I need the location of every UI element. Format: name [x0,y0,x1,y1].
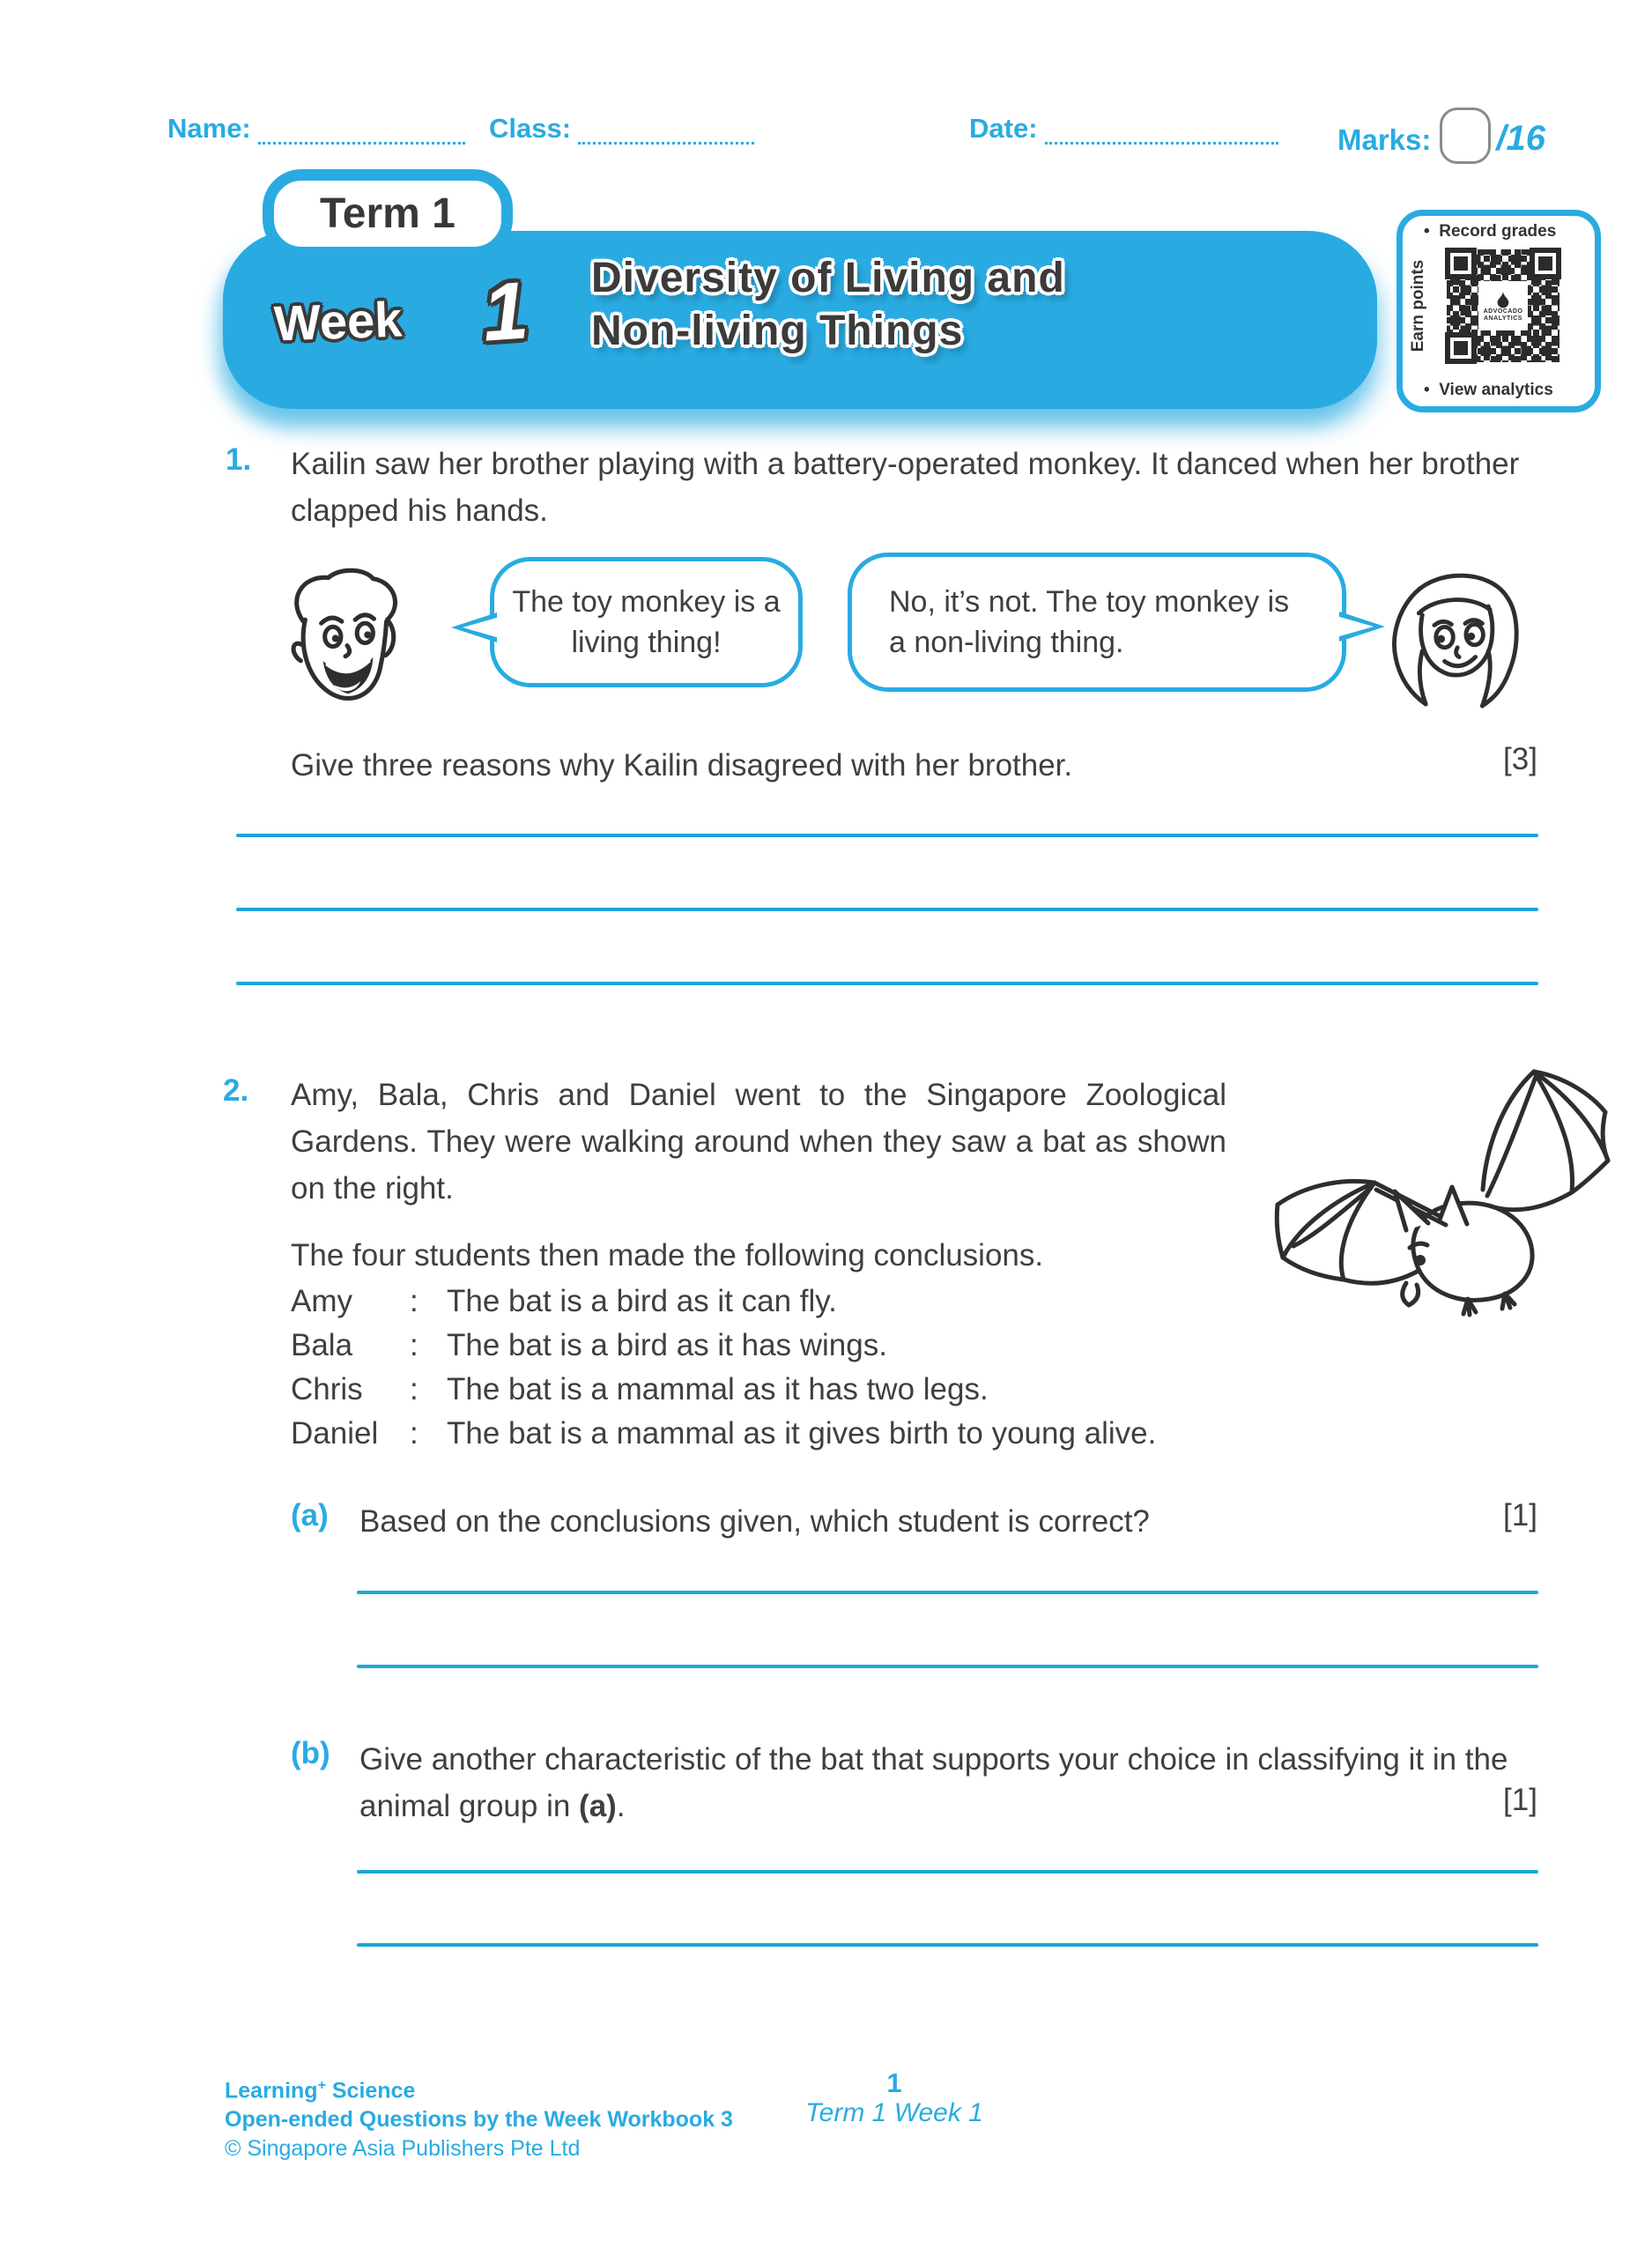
q2b-text-part1: Give another characteristic of the bat that supports your choice in classifying it in the animal group in [359,1742,1508,1823]
q2-conclusions-list [291,1280,1454,1456]
answer-line [236,908,1538,911]
footer-publisher-block [225,2071,733,2163]
colon: : [410,1328,419,1362]
student-name: Chris [291,1372,363,1406]
name-write-line [258,119,465,145]
chapter-title [591,252,1065,358]
marks-total: /16 [1496,119,1545,158]
answer-line [236,834,1538,837]
week-number: 1 [479,265,531,359]
girl-face-illustration [1366,562,1529,719]
footer-series: Learning+ Science [225,2078,416,2104]
term-label: Term 1 [320,190,456,237]
q2b-text-part2: . [616,1789,626,1823]
student-name: Bala [291,1328,353,1362]
qr-center-logo [1478,281,1528,330]
speech-bubble-boy [490,557,803,687]
q1-prompt: Give three reasons why Kailin disagreed with her brother. [291,748,1073,783]
qr-earn-points-label: Earn points [1409,259,1427,352]
q2-intro: The four students then made the following conclusions. [291,1238,1044,1273]
qr-logo-caption: ADVOCADO ANALYTICS [1483,308,1523,322]
droplet-icon [1496,289,1510,308]
conclusion-text: The bat is a mammal as it gives birth to young alive. [447,1416,1157,1451]
date-label: Date: [969,113,1038,144]
q1-marks: [3] [1503,742,1537,776]
q1-text: Kailin saw her brother playing with a battery-operated monkey. It danced when her brother clapped his hands. [291,447,1520,528]
colon: : [410,1372,419,1406]
answer-line [236,982,1538,985]
qr-view-analytics-label: • View analytics [1424,381,1553,399]
speech-bubble-boy-text: The toy monkey is a living thing! [512,585,781,659]
q2a-marks: [1] [1503,1498,1537,1532]
speech-bubble-girl [848,553,1346,692]
student-name: Amy [291,1284,352,1318]
marks-label: Marks: [1337,123,1432,156]
class-field [489,113,754,145]
q1-number: 1. [226,442,252,477]
q2-text: Amy, Bala, Chris and Daniel went to the Singapore Zoological Gardens. They were walking around when they saw a bat as shown on the right. [291,1078,1226,1206]
answer-line [357,1665,1538,1668]
class-write-line [578,119,754,145]
qr-finder-icon [1530,248,1561,279]
q2b-marks: [1] [1503,1783,1537,1817]
chapter-title-line2: Non-living Things [591,308,964,354]
qr-record-grades-label: • Record grades [1424,222,1557,241]
class-label: Class: [489,113,572,144]
q2a-label: (a) [291,1498,329,1532]
date-write-line [1045,119,1278,145]
qr-panel [1396,210,1601,412]
answer-line [357,1943,1538,1947]
footer-copyright: © Singapore Asia Publishers Pte Ltd [225,2136,581,2162]
conclusion-text: The bat is a mammal as it has two legs. [447,1372,989,1406]
qr-finder-icon [1445,248,1477,279]
term-badge [263,169,513,258]
conclusion-text: The bat is a bird as it can fly. [447,1284,837,1318]
q2b-label: (b) [291,1736,330,1770]
week-label: Week [272,291,404,352]
marks-oval [1440,108,1491,164]
conclusion-text: The bat is a bird as it has wings. [447,1328,887,1362]
name-field [167,113,465,145]
name-label: Name: [167,113,251,144]
q2b-text [359,1736,1545,1829]
date-field [969,113,1278,145]
q2b-bold-ref: (a) [579,1789,617,1823]
q2a-text: Based on the conclusions given, which student is correct? [359,1504,1150,1539]
footer-section-label: Term 1 Week 1 [805,2098,983,2127]
student-name: Daniel [291,1416,379,1451]
boy-face-illustration [278,566,412,714]
answer-line [357,1870,1538,1874]
qr-finder-icon [1445,332,1477,364]
qr-code-icon [1447,249,1559,362]
chapter-title-line1: Diversity of Living and [591,255,1065,301]
colon: : [410,1416,419,1451]
footer-book-title: Open-ended Questions by the Week Workbook 3 [225,2107,733,2133]
page-number: 1 [886,2067,902,2098]
speech-bubble-girl-text: No, it’s not. The toy monkey is a non-living thing. [889,585,1290,659]
q2-number: 2. [223,1073,249,1108]
answer-line [357,1591,1538,1594]
footer-page-block [762,2069,1026,2129]
colon: : [410,1284,419,1318]
marks-field [1337,108,1545,164]
